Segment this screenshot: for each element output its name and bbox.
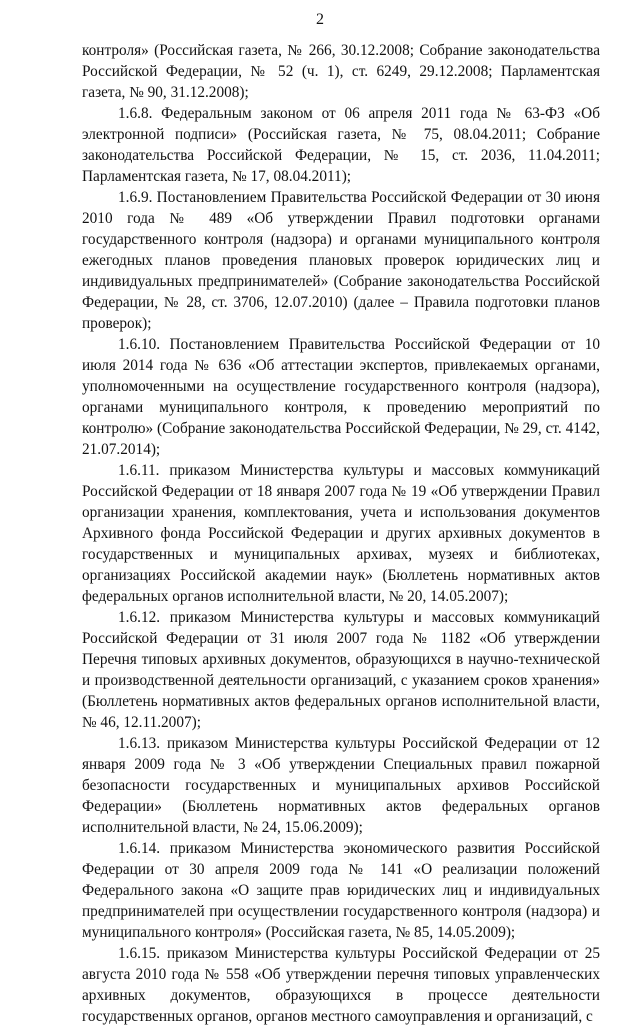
document-body	[82, 40, 600, 1027]
paragraph-1-6-15: 1.6.15. приказом Министерства культуры Российской Федерации от 25 августа 2010 года № 558 «Об утверждении перечня типовых управленческих архивных документов, образующихся в процессе деятельности государственных органов, органов местного самоуправления и организаций, с	[82, 945, 600, 1025]
paragraph-continuation: контроля» (Российская газета, № 266, 30.12.2008; Собрание законодательства Российской Федерации, № 52 (ч. 1), ст. 6249, 29.12.2008; Парламентская газета, № 90, 31.12.2008);	[82, 42, 600, 101]
paragraph-1-6-9: 1.6.9. Постановлением Правительства Российской Федерации от 30 июня 2010 года № 489 «Об утверждении Правил подготовки органами государственного контроля (надзора) и органами муниципального контроля ежегодных планов проведения плановых проверок юридических лиц и индивидуальных предпринимателей» (Собрание законодательства Российской Федерации, № 28, ст. 3706, 12.07.2010) (далее – Правила подготовки планов проверок);	[82, 189, 600, 332]
paragraph-1-6-11: 1.6.11. приказом Министерства культуры и массовых коммуникаций Российской Федерации от 18 января 2007 года № 19 «Об утверждении Правил организации хранения, комплектования, учета и использования документов Архивного фонда Российской Федерации и других архивных документов в государственных и муниципальных архивах, музеях и библиотеках, организациях Российской академии наук» (Бюллетень нормативных актов федеральных органов исполнительной власти, № 20, 14.05.2007);	[82, 462, 600, 605]
page-number: 2	[316, 11, 324, 28]
paragraph-1-6-14: 1.6.14. приказом Министерства экономического развития Российской Федерации от 30 апреля 2009 года № 141 «О реализации положений Федерального закона «О защите прав юридических лиц и индивидуальных предпринимателей при осуществлении государственного контроля (надзора) и муниципального контроля» (Российская газета, № 85, 14.05.2009);	[82, 840, 600, 941]
paragraph-1-6-12: 1.6.12. приказом Министерства культуры и массовых коммуникаций Российской Федерации от 31 июля 2007 года № 1182 «Об утверждении Перечня типовых архивных документов, образующихся в научно-технической и производственной деятельности организаций, с указанием сроков хранения» (Бюллетень нормативных актов федеральных органов исполнительной власти, № 46, 12.11.2007);	[82, 609, 600, 731]
paragraph-1-6-13: 1.6.13. приказом Министерства культуры Российской Федерации от 12 января 2009 года № 3 «Об утверждении Специальных правил пожарной безопасности государственных и муниципальных архивов Российской Федерации» (Бюллетень нормативных актов федеральных органов исполнительной власти, № 24, 15.06.2009);	[82, 735, 600, 836]
paragraph-1-6-10: 1.6.10. Постановлением Правительства Российской Федерации от 10 июля 2014 года № 636 «Об аттестации экспертов, привлекаемых органами, уполномоченными на осуществление государственного контроля (надзора), органами муниципального контроля, к проведению мероприятий по контролю» (Собрание законодательства Российской Федерации, № 29, ст. 4142, 21.07.2014);	[82, 336, 600, 458]
paragraph-1-6-8: 1.6.8. Федеральным законом от 06 апреля 2011 года № 63-ФЗ «Об электронной подписи» (Российская газета, № 75, 08.04.2011; Собрание законодательства Российской Федерации, № 15, ст. 2036, 11.04.2011; Парламентская газета, № 17, 08.04.2011);	[82, 105, 600, 185]
